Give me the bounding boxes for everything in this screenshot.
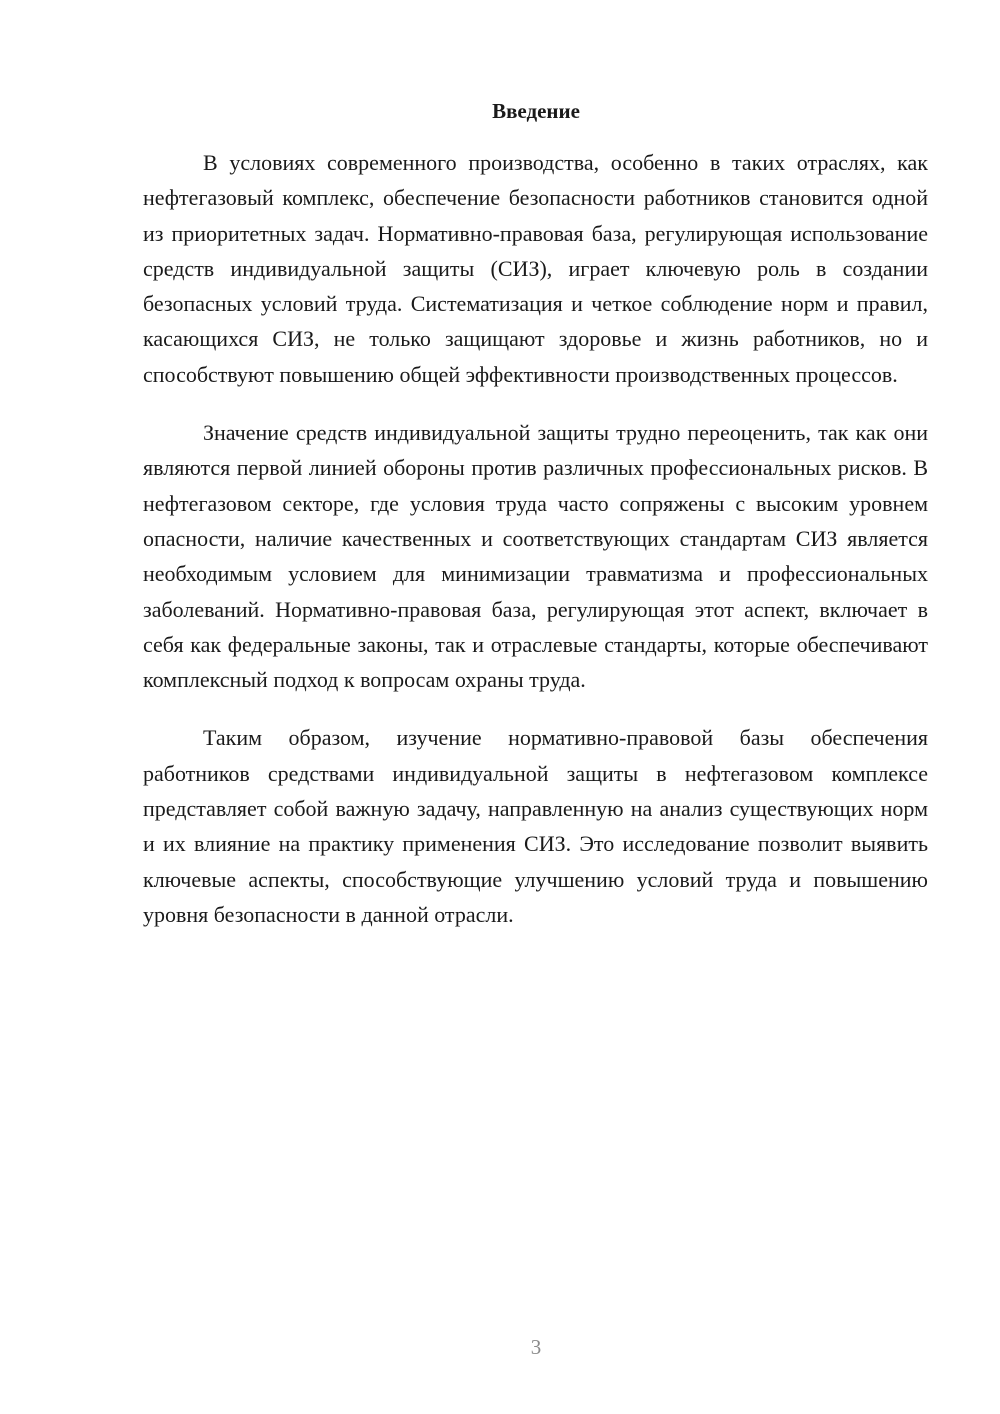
page-title: Введение [492, 99, 580, 123]
paragraph-2: Значение средств индивидуальной защиты трудно переоценить, так как они являются первой линией обороны против различных профессиональных рисков. В нефтегазовом секторе, где условия труда часто сопряжены с высоким уровнем опасности, наличие качественных и соответствующих стандартам СИЗ является необходимым условием для минимизации травматизма и профессиональных заболеваний. Нормативно-правовая база, регулирующая этот аспект, включает в себя как федеральные законы, так и отраслевые стандарты, которые обеспечивают комплексный подход к вопросам охраны труда. [143, 420, 928, 693]
page-number: 3 [530, 1335, 542, 1359]
paragraph-3: Таким образом, изучение нормативно-правовой базы обеспечения работников средствами индивидуальной защиты в нефтегазовом комплексе представляет собой важную задачу, направленную на анализ существующих норм и их влияние на практику применения СИЗ. Это исследование позволит выявить ключевые аспекты, способствующие улучшению условий труда и повышению уровня безопасности в данной отрасли. [143, 725, 928, 927]
document-body [143, 145, 928, 955]
paragraph-1: В условиях современного производства, особенно в таких отраслях, как нефтегазовый комплекс, обеспечение безопасности работников становится одной из приоритетных задач. Нормативно-правовая база, регулирующая использование средств индивидуальной защиты (СИЗ), играет ключевую роль в создании безопасных условий труда. Систематизация и четкое соблюдение норм и правил, касающихся СИЗ, не только защищают здоровье и жизнь работников, но и способствуют повышению общей эффективности производственных процессов. [143, 150, 928, 387]
